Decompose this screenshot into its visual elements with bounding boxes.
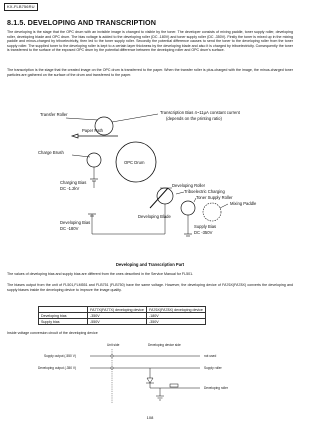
circuit-title: Inside voltage conversion circuit of the developing device (7, 331, 98, 335)
label-developing-blade: Developing Blade (138, 214, 171, 219)
page-number: 108 (146, 415, 154, 420)
label-developing-roller: Developing Roller (172, 183, 206, 188)
table-cell: -550V (88, 319, 147, 325)
label-supply-roller: Supply roller (204, 366, 222, 370)
label-developing-output: Developing output (-350 V) (38, 366, 77, 370)
table-header-cell: FA77X(FA77X) developing device (88, 307, 147, 313)
label-mixing-paddle: Mixing Paddle (230, 201, 257, 206)
toner-supply-roller-shape (181, 201, 195, 215)
voltage-conversion-circuit (0, 338, 300, 410)
mixing-paddle-shape (203, 203, 221, 221)
table-cell: -350V (147, 319, 206, 325)
label-supply-output: Supply output (-550 V) (44, 354, 76, 358)
paper-path-arrow (72, 134, 118, 138)
label-charge-brush: Charge Brush (38, 150, 64, 155)
table-cell: Developing bias (39, 313, 88, 319)
label-opc-drum: OPC Drum (124, 160, 145, 165)
intro-paragraph-1: The developing is the stage that the OPC drum with an invisible image is changed to visible by the toner. The developer consists of mixing paddle, toner supply roller, developing roller, developing blade and OPC drum. The bias voltage is added to the developing roller (DC -180V) and toner supply roller (DC -350V). Firstly the toner is mixed up in the mixing paddle and minus-charged by triboelectricity, then led to the toner supply roller. Secondly the potential difference causes to send the toner to the developing roller from the toner supply roller. The supplied toner to the developing roller is kept to a certain layer thickness by the developing blade and also it is charged by triboelectricity. Consequently the toner is transferred to the surface of the exposed OPC drum by the potential difference between the developing roller and OPC drum's surface. (7, 30, 293, 53)
diagram-caption: Developing and Transcription Part (115, 262, 185, 267)
label-charging-bias: Charging Bias (60, 180, 87, 185)
label-not-used: not used (204, 354, 217, 358)
table-row (39, 319, 206, 325)
label-unit-side: Unit side (107, 343, 120, 347)
label-transfer-roller: Transfer Roller (40, 112, 68, 117)
label-charging-bias-value: DC -1.2kV (60, 186, 80, 191)
label-transcription-bias: Transcription Bias 4~11μA constant current (160, 110, 240, 115)
table-cell: -180V (147, 313, 206, 319)
model-badge: KX-FLB756RU (4, 3, 38, 11)
developing-roller-shape (157, 188, 173, 204)
table-header-cell: FA76X(FA78X) developing device (147, 307, 206, 313)
charge-brush-shape (87, 153, 101, 167)
label-triboelectric: Triboelectric Charging (184, 189, 225, 194)
label-device-side: Developing device side (148, 343, 181, 347)
label-toner-supply-roller: Toner Supply Roller (196, 195, 233, 200)
bias-conversion-paragraph: The biases output from the unit of FL501,FLM551 and FLB751 (FLB750) have the same voltage. However, the developing device of FA76X(FA78X) converts the developing and supply biases inside the developing device to improve the image quality. (7, 283, 293, 292)
label-supply-bias-value: DC -350V (194, 230, 213, 235)
section-title: 8.1.5. DEVELOPING AND TRANSCRIPTION (7, 18, 157, 27)
intro-paragraph-2: The transcription is the stage that the created image on the OPC drum is transferred to the paper. When the transfer roller is plus-charged with the image, the minus-charged toner particles are gathered on the surface of the drum and transferred to the paper. (7, 68, 293, 77)
bias-note-paragraph: The values of developing bias and supply bias are different from the ones described in the Service Manual for FL501. (7, 272, 194, 276)
table-cell: -350V (88, 313, 147, 319)
bias-table (38, 306, 206, 325)
label-developing-bias: Developing Bias (60, 220, 91, 225)
developing-transcription-diagram (0, 84, 300, 272)
label-transcription-bias-note: (depends on the printing ratio) (166, 116, 222, 121)
table-cell: Supply bias (39, 319, 88, 325)
label-developing-bias-value: DC -180V (60, 226, 79, 231)
label-developing-roller-circuit: Developing roller (204, 386, 228, 390)
label-paper-path: Paper Path (82, 128, 103, 133)
label-supply-bias: Supply Bias (194, 224, 217, 229)
